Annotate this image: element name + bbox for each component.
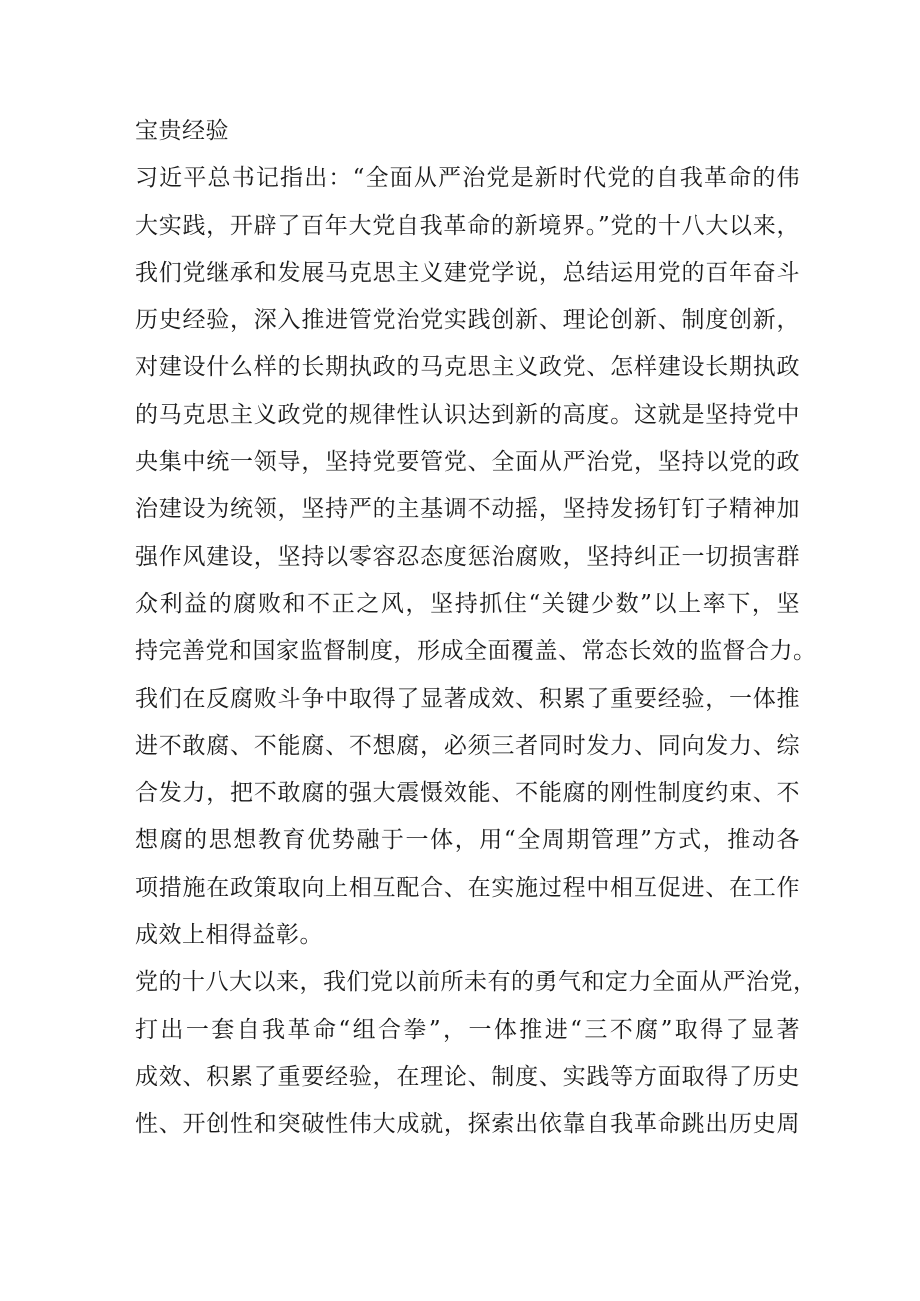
paragraph-line: 我们党继承和发展马克思主义建党学说，总结运用党的百年奋斗 bbox=[135, 259, 800, 286]
paragraph-line: 党的十八大以来，我们党以前所未有的勇气和定力全面从严治党， bbox=[135, 969, 817, 996]
paragraph-2 bbox=[135, 959, 817, 1148]
paragraph-line: 性、开创性和突破性伟大成就，探索出依靠自我革命跳出历史周 bbox=[135, 1111, 800, 1138]
paragraph-line: 历史经验，深入推进管党治党实践创新、理论创新、制度创新， bbox=[135, 307, 800, 334]
paragraph-line: 想腐的思想教育优势融于一体，用“全周期管理”方式，推动各 bbox=[135, 827, 800, 854]
paragraph-line: 我们在反腐败斗争中取得了显著成效、积累了重要经验，一体推 bbox=[135, 685, 800, 712]
paragraph-line: 的马克思主义政党的规律性认识达到新的高度。这就是坚持党中 bbox=[135, 401, 800, 428]
paragraph-line: 打出一套自我革命“组合拳”，一体推进“三不腐”取得了显著 bbox=[135, 1016, 800, 1043]
paragraph-line: 治建设为统领，坚持严的主基调不动摇，坚持发扬钉钉子精神加 bbox=[135, 496, 800, 523]
paragraph-line: 项措施在政策取向上相互配合、在实施过程中相互促进、在工作 bbox=[135, 874, 800, 901]
paragraph-line: 成效上相得益彰。 bbox=[135, 922, 323, 949]
paragraph-line: 央集中统一领导，坚持党要管党、全面从严治党，坚持以党的政 bbox=[135, 449, 800, 476]
paragraph-1 bbox=[135, 155, 817, 959]
paragraph-line: 合发力，把不敢腐的强大震慑效能、不能腐的刚性制度约束、不 bbox=[135, 780, 800, 807]
paragraph-line: 进不敢腐、不能腐、不想腐，必须三者同时发力、同向发力、综 bbox=[135, 732, 800, 759]
paragraph-line: 持完善党和国家监督制度，形成全面覆盖、常态长效的监督合力。 bbox=[135, 638, 817, 665]
document-heading: 宝贵经验 bbox=[135, 118, 229, 144]
paragraph-line: 大实践，开辟了百年大党自我革命的新境界。”党的十八大以来， bbox=[135, 212, 800, 239]
paragraph-line: 对建设什么样的长期执政的马克思主义政党、怎样建设长期执政 bbox=[135, 354, 800, 381]
paragraph-line: 强作风建设，坚持以零容忍态度惩治腐败，坚持纠正一切损害群 bbox=[135, 543, 800, 570]
paragraph-line: 习近平总书记指出：“全面从严治党是新时代党的自我革命的伟 bbox=[135, 165, 800, 192]
document-body bbox=[135, 108, 817, 1149]
paragraph-line: 众利益的腐败和不正之风，坚持抓住“关键少数”以上率下，坚 bbox=[135, 590, 800, 617]
paragraph-line: 成效、积累了重要经验，在理论、制度、实践等方面取得了历史 bbox=[135, 1063, 800, 1090]
